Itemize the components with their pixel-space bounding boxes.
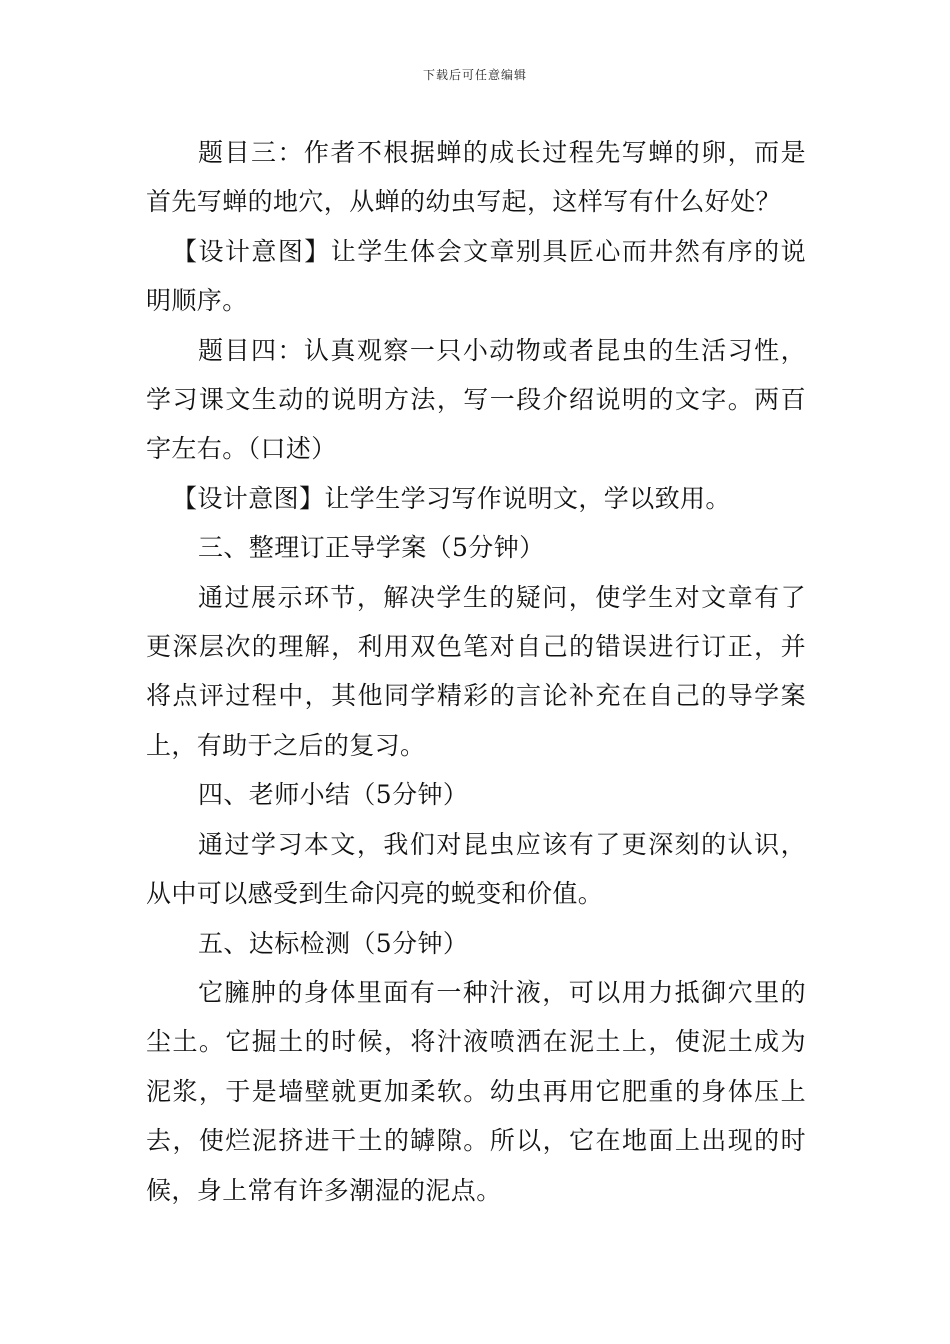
header-note: 下载后可任意编辑 bbox=[422, 68, 527, 82]
question-three-paragraph: 题目三：作者不根据蝉的成长过程先写蝉的卵，而是首先写蝉的地穴，从蝉的幼虫写起，这样写有什么好处？ bbox=[146, 138, 806, 217]
document-body bbox=[146, 128, 806, 1215]
question-four-paragraph: 题目四：认真观察一只小动物或者昆虫的生活习性，学习课文生动的说明方法，写一段介绍说明的文字。两百字左右。（口述） bbox=[146, 335, 806, 464]
section-five-heading: 五、达标检测（5分钟） bbox=[198, 928, 469, 958]
section-four-paragraph: 通过学习本文，我们对昆虫应该有了更深刻的认识，从中可以感受到生命闪亮的蜕变和价值。 bbox=[146, 829, 806, 909]
design-intent-paragraph-2: 【设计意图】让学生学习写作说明文，学以致用。 bbox=[172, 483, 731, 513]
design-intent-paragraph-1: 【设计意图】让学生体会文章别具匠心而井然有序的说明顺序。 bbox=[146, 236, 806, 316]
section-five-paragraph: 它臃肿的身体里面有一种汁液，可以用力抵御穴里的尘土。它掘土的时候，将汁液喷洒在泥土上，使泥土成为泥浆，于是墙壁就更加柔软。幼虫再用它肥重的身体压上去，使烂泥挤进干土的罅隙。所以，它在地面上出现的时候，身上常有许多潮湿的泥点。 bbox=[146, 977, 806, 1205]
section-four-heading: 四、老师小结（5分钟） bbox=[198, 780, 469, 810]
section-three-paragraph: 通过展示环节，解决学生的疑问，使学生对文章有了更深层次的理解，利用双色笔对自己的错误进行订正，并将点评过程中，其他同学精彩的言论补充在自己的导学案上，有助于之后的复习。 bbox=[146, 582, 806, 760]
section-three-heading: 三、整理订正导学案（5分钟） bbox=[198, 533, 545, 563]
